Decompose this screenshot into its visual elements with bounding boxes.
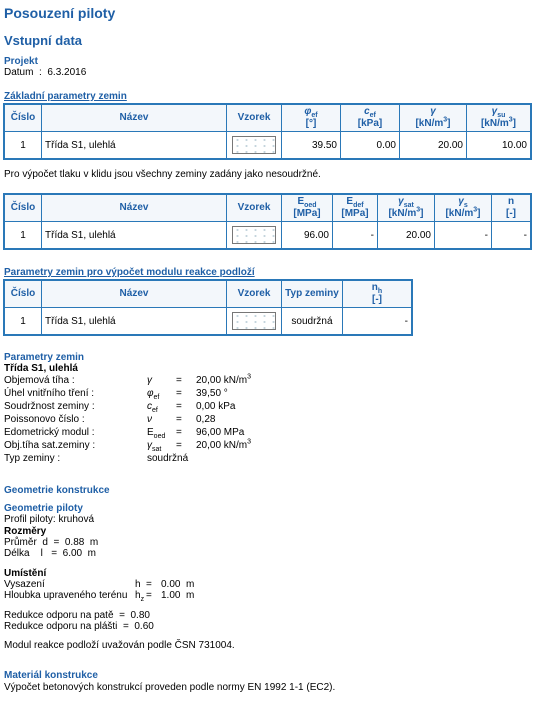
cell-num: 1 bbox=[4, 222, 42, 250]
params-soil-name: Třída S1, ulehlá bbox=[4, 363, 78, 374]
cell-gamma-su: 10.00 bbox=[467, 132, 532, 160]
cell-nh: - bbox=[343, 308, 413, 336]
project-date: Datum : 6.3.2016 bbox=[4, 67, 87, 78]
table-row bbox=[4, 132, 531, 160]
col-name: Název bbox=[42, 194, 227, 222]
note-rest-pressure: Pro výpočet tlaku v klidu jsou všechny zeminy zadány jako nesoudržné. bbox=[4, 169, 321, 180]
pile-diameter: Průměr d = 0.88 m bbox=[4, 537, 99, 548]
cell-sample bbox=[227, 132, 282, 160]
cell-name: Třída S1, ulehlá bbox=[42, 308, 227, 336]
soil-sample-swatch bbox=[232, 136, 276, 154]
pile-length: Délka l = 6.00 m bbox=[4, 548, 96, 559]
table-header-row bbox=[4, 194, 531, 222]
soil-second-table bbox=[3, 193, 532, 250]
reduction-shaft: Redukce odporu na plášti = 0.60 bbox=[4, 621, 154, 632]
col-gamma-su: $\gamma_{su}$ $[kN/m^3]$ bbox=[467, 104, 532, 132]
soil-basic-table bbox=[3, 103, 532, 160]
col-gamma-s: $\gamma_s$ $[kN/m^3]$ bbox=[435, 194, 492, 222]
col-sample: Vzorek bbox=[227, 104, 282, 132]
soil-modulus-heading: Parametry zemin pro výpočet modulu reakce podloží bbox=[4, 267, 255, 278]
material-heading: Materiál konstrukce bbox=[4, 670, 98, 681]
cell-sample bbox=[227, 308, 282, 336]
col-sample: Vzorek bbox=[227, 194, 282, 222]
cell-gamma: 20.00 bbox=[400, 132, 467, 160]
soil-basic-heading: Základní parametry zemin bbox=[4, 91, 127, 102]
col-num: Číslo bbox=[4, 104, 42, 132]
material-note: Výpočet betonových konstrukcí proveden podle normy EN 1992 1-1 (EC2). bbox=[4, 682, 336, 693]
col-edef: $E_{def}$ [MPa] bbox=[333, 194, 378, 222]
col-sample: Vzorek bbox=[227, 280, 282, 308]
geometry-heading: Geometrie konstrukce bbox=[4, 485, 110, 496]
table-row bbox=[4, 308, 412, 336]
col-eoed: $E_{oed}$ [MPa] bbox=[282, 194, 333, 222]
date-value: 6.3.2016 bbox=[47, 67, 87, 78]
col-gamma-sat: $\gamma_{sat}$ $[kN/m^3]$ bbox=[378, 194, 435, 222]
cell-c: 0.00 bbox=[341, 132, 400, 160]
col-name: Název bbox=[42, 280, 227, 308]
date-label: Datum bbox=[4, 67, 34, 78]
cell-n: - bbox=[492, 222, 532, 250]
cell-sample bbox=[227, 222, 282, 250]
cell-name: Třída S1, ulehlá bbox=[42, 132, 227, 160]
cell-eoed: 96.00 bbox=[282, 222, 333, 250]
cell-num: 1 bbox=[4, 132, 42, 160]
table-row bbox=[4, 222, 531, 250]
table-header-row bbox=[4, 104, 531, 132]
cell-gamma-sat: 20.00 bbox=[378, 222, 435, 250]
soil-sample-swatch bbox=[232, 226, 276, 244]
params-heading: Parametry zemin bbox=[4, 352, 85, 363]
col-name: Název bbox=[42, 104, 227, 132]
pile-profile: Profil piloty: kruhová bbox=[4, 514, 95, 525]
project-heading: Projekt bbox=[4, 56, 38, 67]
reduction-foot: Redukce odporu na patě = 0.80 bbox=[4, 610, 150, 621]
col-n: n [-] bbox=[492, 194, 532, 222]
table-header-row bbox=[4, 280, 412, 308]
cell-gamma-s: - bbox=[435, 222, 492, 250]
col-phi: $\varphi_{ef}$ [°] bbox=[282, 104, 341, 132]
col-type: Typ zeminy bbox=[282, 280, 343, 308]
cell-type: soudržná bbox=[282, 308, 343, 336]
cell-name: Třída S1, ulehlá bbox=[42, 222, 227, 250]
pile-geometry-heading: Geometrie piloty bbox=[4, 503, 83, 514]
col-num: Číslo bbox=[4, 194, 42, 222]
col-c: $c_{ef}$ [kPa] bbox=[341, 104, 400, 132]
dims-heading: Rozměry bbox=[4, 526, 47, 537]
soil-sample-swatch bbox=[232, 312, 276, 330]
placement-heading: Umístění bbox=[4, 568, 47, 579]
soil-modulus-table bbox=[3, 279, 413, 336]
col-nh: $n_h$ [-] bbox=[343, 280, 413, 308]
col-gamma: γ $[kN/m^3]$ bbox=[400, 104, 467, 132]
section-title-input-data: Vstupní data bbox=[4, 33, 83, 48]
cell-num: 1 bbox=[4, 308, 42, 336]
cell-edef: - bbox=[333, 222, 378, 250]
col-num: Číslo bbox=[4, 280, 42, 308]
cell-phi: 39.50 bbox=[282, 132, 341, 160]
modulus-note: Modul reakce podloží uvažován podle ČSN 731004. bbox=[4, 640, 235, 651]
page-title: Posouzení piloty bbox=[4, 5, 116, 21]
